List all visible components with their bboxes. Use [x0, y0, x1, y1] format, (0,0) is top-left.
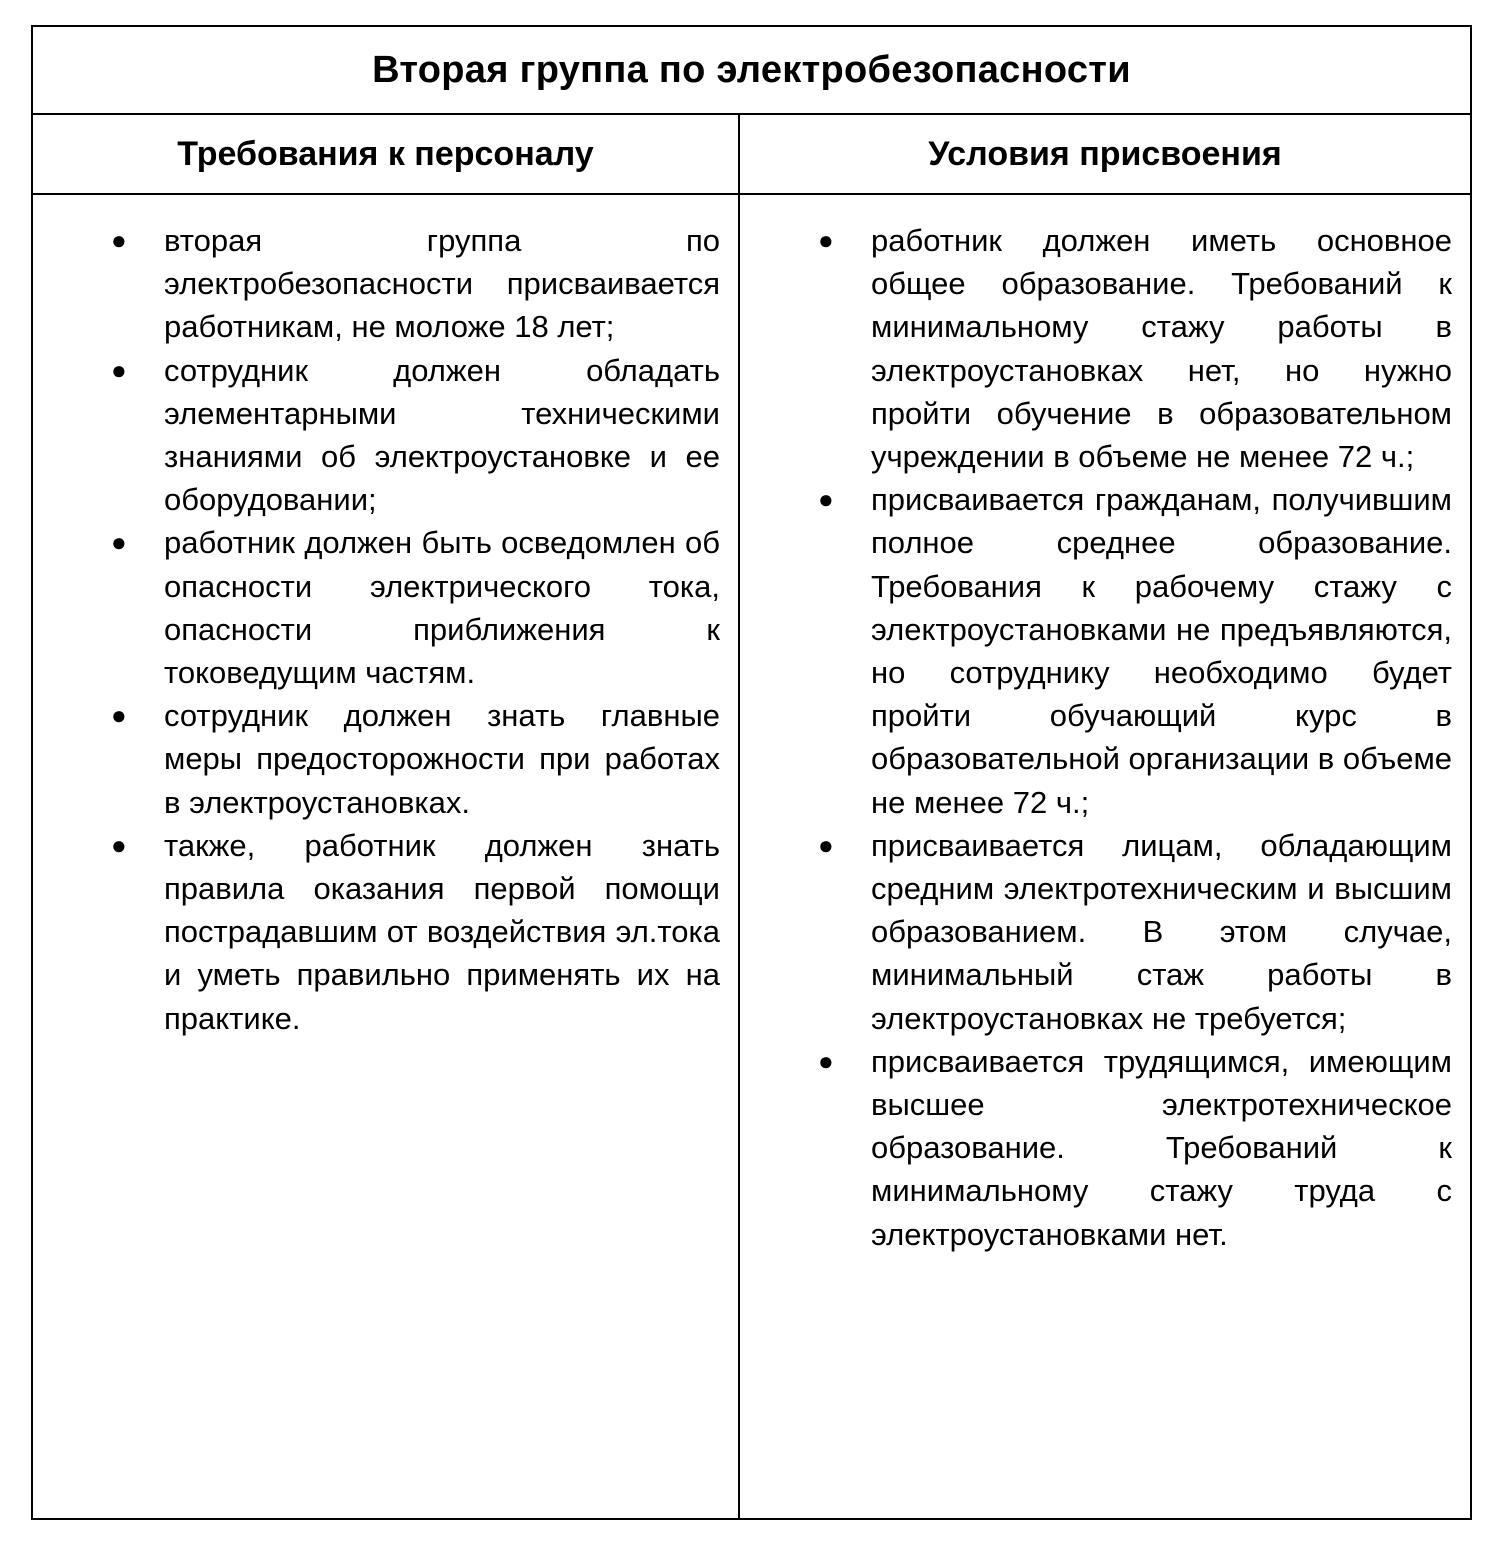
column-header-requirements: Требования к персоналу — [33, 115, 740, 193]
bullet-icon: ● — [818, 829, 834, 860]
list-item — [33, 824, 720, 1040]
bullet-icon: ● — [818, 484, 834, 515]
bullet-icon: ● — [111, 527, 127, 558]
list-item-text: присваивается трудящимся, имеющим высшее электротехническое образование. Требований к минимальному стажу труда с электроустановками нет. — [871, 1043, 1452, 1252]
list-item-text: присваивается гражданам, получившим полное среднее образование. Требования к рабочему стажу с электроустановками не предъявляются, но сотруднику необходимо будет пройти обучающий курс в образовательной организации в объеме не менее 72 ч.; — [871, 482, 1452, 820]
bullet-icon: ● — [111, 700, 127, 731]
header-row — [33, 115, 1470, 195]
list-item — [740, 219, 1452, 478]
requirements-cell — [33, 195, 740, 1518]
requirements-table — [31, 25, 1472, 1520]
list-item-text: работник должен иметь основное общее образование. Требований к минимальному стажу работы в электроустановках нет, но нужно пройти обучение в образовательном учреждении в объеме не менее 72 ч.; — [871, 223, 1452, 475]
conditions-cell — [740, 195, 1470, 1518]
bullet-icon: ● — [818, 1045, 834, 1076]
requirements-list — [33, 219, 720, 1040]
list-item-text: работник должен быть осведомлен об опасности электрического тока, опасности приближения к токоведущим частям. — [164, 525, 720, 691]
list-item-text: вторая группа по электробезопасности присваивается работникам, не моложе 18 лет; — [164, 223, 720, 345]
list-item-text: сотрудник должен знать главные меры предосторожности при работах в электроустановках. — [164, 698, 720, 820]
conditions-list — [740, 219, 1452, 1256]
list-item-text: сотрудник должен обладать элементарными техническими знаниями об электроустановке и ее оборудовании; — [164, 352, 720, 518]
list-item — [740, 478, 1452, 824]
page-title: Вторая группа по электробезопасности — [372, 48, 1131, 91]
list-item-text: присваивается лицам, обладающим средним электротехническим и высшим образованием. В этом случае, минимальный стаж работы в электроустановках не требуется; — [871, 827, 1452, 1036]
body-row — [33, 195, 1470, 1518]
list-item — [740, 1040, 1452, 1256]
list-item — [33, 349, 720, 522]
list-item — [33, 219, 720, 349]
title-row — [33, 27, 1470, 115]
bullet-icon: ● — [818, 225, 834, 255]
column-header-conditions: Условия присвоения — [928, 134, 1282, 173]
bullet-icon: ● — [111, 829, 127, 860]
bullet-icon: ● — [111, 225, 127, 255]
list-item-text: также, работник должен знать правила оказания первой помощи пострадавшим от воздействия эл.тока и уметь правильно применять их на практике. — [164, 827, 720, 1036]
list-item — [33, 521, 720, 694]
bullet-icon: ● — [111, 354, 127, 385]
list-item — [33, 694, 720, 824]
list-item — [740, 824, 1452, 1040]
